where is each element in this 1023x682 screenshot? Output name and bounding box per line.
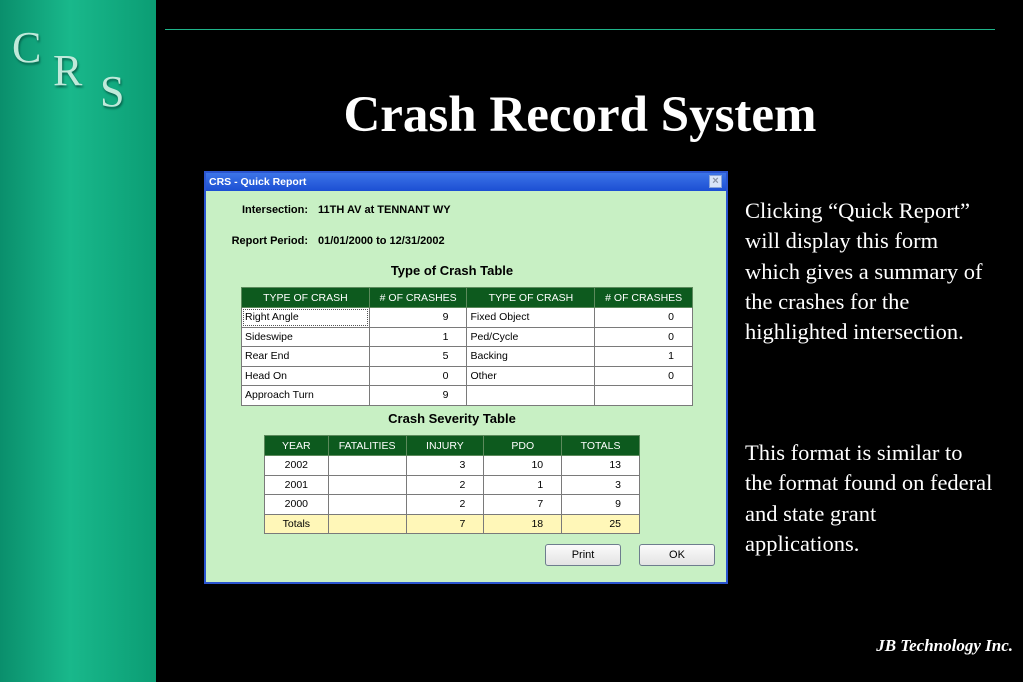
logo-letter-c: C	[12, 23, 42, 72]
column-header: INJURY	[406, 436, 484, 456]
table-header-row	[265, 436, 640, 456]
totals-cell: 3	[562, 475, 640, 495]
crash-type-cell: Fixed Object	[467, 308, 595, 328]
crash-type-cell: Approach Turn	[242, 386, 370, 406]
dialog-titlebar	[206, 173, 726, 191]
injury-cell: 3	[406, 456, 484, 476]
crash-count-cell: 5	[369, 347, 467, 367]
pdo-cell: 7	[484, 495, 562, 515]
fatalities-cell	[328, 456, 406, 476]
slide-title: Crash Record System	[343, 87, 817, 143]
crash-count-cell: 0	[369, 366, 467, 386]
table-header-row	[242, 288, 693, 308]
quick-report-dialog	[204, 171, 728, 584]
crash-severity-title: Crash Severity Table	[388, 411, 516, 426]
injury-total-cell: 7	[406, 514, 484, 534]
crash-type-cell: Head On	[242, 366, 370, 386]
totals-label-cell: Totals	[265, 514, 329, 534]
top-divider	[165, 29, 995, 30]
table-row	[265, 456, 640, 476]
totals-cell: 13	[562, 456, 640, 476]
table-row	[242, 327, 693, 347]
crash-count-cell	[595, 386, 693, 406]
year-cell: 2002	[265, 456, 329, 476]
table-row	[242, 386, 693, 406]
totals-row	[265, 514, 640, 534]
intersection-field	[214, 204, 451, 216]
description-format: This format is similar to the format found on federal and state grant applications.	[745, 440, 993, 556]
totals-cell: 9	[562, 495, 640, 515]
table-row	[242, 347, 693, 367]
fatalities-cell	[328, 495, 406, 515]
grand-total-cell: 25	[562, 514, 640, 534]
column-header: YEAR	[265, 436, 329, 456]
injury-cell: 2	[406, 495, 484, 515]
dialog-title: CRS - Quick Report	[209, 176, 307, 188]
table-row	[265, 475, 640, 495]
footer-company: JB Technology Inc.	[876, 636, 1013, 655]
year-cell: 2001	[265, 475, 329, 495]
crash-count-cell: 0	[595, 308, 693, 328]
fatalities-cell	[328, 475, 406, 495]
report-period-field	[214, 235, 445, 247]
crash-count-cell: 1	[595, 347, 693, 367]
close-icon[interactable]: ×	[709, 175, 722, 188]
column-header: TYPE OF CRASH	[467, 288, 595, 308]
crash-severity-table	[264, 435, 640, 534]
column-header: TOTALS	[562, 436, 640, 456]
intersection-label: Intersection:	[241, 204, 308, 216]
column-header: FATALITIES	[328, 436, 406, 456]
ok-button[interactable]: OK	[639, 544, 715, 566]
column-header: TYPE OF CRASH	[242, 288, 370, 308]
crash-type-cell: Backing	[467, 347, 595, 367]
crash-type-cell	[467, 386, 595, 406]
year-cell: 2000	[265, 495, 329, 515]
description-quick-report: Clicking “Quick Report” will display this form which gives a summary of the crashes for the highlighted intersection.	[745, 198, 983, 345]
logo-letter-r: R	[53, 46, 83, 95]
report-period-value: 01/01/2000 to 12/31/2002	[318, 235, 445, 247]
injury-cell: 2	[406, 475, 484, 495]
crs-logo	[0, 0, 156, 130]
crash-count-cell: 0	[595, 327, 693, 347]
table-row	[242, 308, 693, 328]
table-row	[242, 366, 693, 386]
pdo-total-cell: 18	[484, 514, 562, 534]
type-of-crash-table	[241, 287, 693, 406]
column-header: PDO	[484, 436, 562, 456]
crash-type-cell: Sideswipe	[242, 327, 370, 347]
crash-type-cell: Other	[467, 366, 595, 386]
crash-type-cell: Ped/Cycle	[467, 327, 595, 347]
fatalities-total-cell	[328, 514, 406, 534]
pdo-cell: 10	[484, 456, 562, 476]
table-row	[265, 495, 640, 515]
crash-count-cell: 9	[369, 308, 467, 328]
crash-count-cell: 0	[595, 366, 693, 386]
crash-type-cell: Rear End	[242, 347, 370, 367]
print-button[interactable]: Print	[545, 544, 621, 566]
column-header: # OF CRASHES	[369, 288, 467, 308]
intersection-value: 11TH AV at TENNANT WY	[318, 204, 451, 216]
crash-count-cell: 9	[369, 386, 467, 406]
crash-type-cell[interactable]: Right Angle	[242, 308, 370, 328]
pdo-cell: 1	[484, 475, 562, 495]
logo-letter-s: S	[100, 67, 125, 116]
report-period-label: Report Period:	[231, 235, 308, 247]
type-of-crash-title: Type of Crash Table	[390, 263, 514, 278]
crash-count-cell: 1	[369, 327, 467, 347]
column-header: # OF CRASHES	[595, 288, 693, 308]
